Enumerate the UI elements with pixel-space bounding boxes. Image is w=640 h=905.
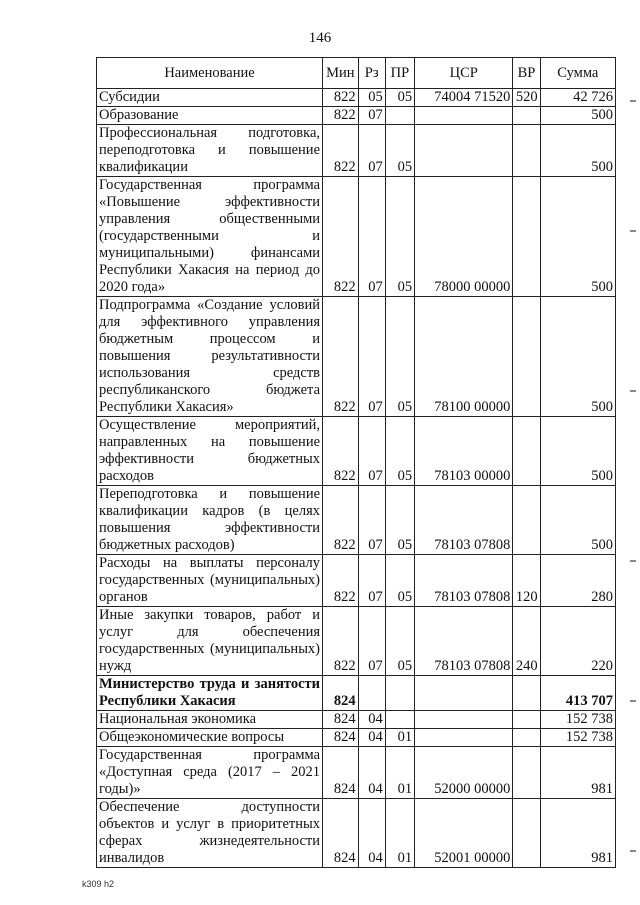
cell-vr — [513, 676, 540, 711]
cell-name: Государственная программа «Доступная среда (2017 – 2021 годы)» — [97, 747, 323, 799]
table-row — [97, 676, 616, 711]
table-row — [97, 177, 616, 297]
cell-rz: 07 — [358, 555, 385, 607]
cell-min: 822 — [323, 107, 359, 125]
cell-csr — [415, 125, 513, 177]
cell-sum: 500 — [540, 417, 615, 486]
cell-pr — [385, 711, 414, 729]
cell-vr — [513, 711, 540, 729]
cell-csr: 52001 00000 — [415, 799, 513, 868]
header-sum: Сумма — [540, 58, 615, 89]
table-row — [97, 729, 616, 747]
cell-sum: 981 — [540, 799, 615, 868]
table-row — [97, 607, 616, 676]
cell-pr: 05 — [385, 125, 414, 177]
table-row — [97, 747, 616, 799]
cell-csr: 78100 00000 — [415, 297, 513, 417]
cell-pr: 01 — [385, 799, 414, 868]
table-row — [97, 711, 616, 729]
cell-rz — [358, 676, 385, 711]
cell-vr — [513, 417, 540, 486]
cell-rz: 07 — [358, 107, 385, 125]
table-row — [97, 555, 616, 607]
cell-rz: 04 — [358, 799, 385, 868]
cell-vr — [513, 799, 540, 868]
cell-name: Осуществление мероприятий, направленных на повышение эффективности бюджетных расходов — [97, 417, 323, 486]
cell-min: 822 — [323, 417, 359, 486]
cell-min: 822 — [323, 607, 359, 676]
cell-rz: 07 — [358, 486, 385, 555]
cell-vr — [513, 486, 540, 555]
cell-rz: 07 — [358, 607, 385, 676]
cell-pr: 01 — [385, 747, 414, 799]
cell-csr: 52000 00000 — [415, 747, 513, 799]
cell-sum: 152 738 — [540, 729, 615, 747]
table-row — [97, 799, 616, 868]
page-number: 146 — [308, 30, 332, 46]
budget-table — [96, 57, 616, 868]
cell-rz: 04 — [358, 729, 385, 747]
cell-name: Общеэкономические вопросы — [97, 729, 323, 747]
cell-min: 822 — [323, 297, 359, 417]
cell-csr — [415, 676, 513, 711]
header-rz: Рз — [358, 58, 385, 89]
cell-name: Образование — [97, 107, 323, 125]
cell-csr: 78103 07808 — [415, 486, 513, 555]
cell-min: 824 — [323, 799, 359, 868]
cell-vr: 240 — [513, 607, 540, 676]
header-min: Мин — [323, 58, 359, 89]
table-header-row — [97, 58, 616, 89]
cell-vr — [513, 107, 540, 125]
header-pr: ПР — [385, 58, 414, 89]
scan-edge-marks — [630, 60, 638, 880]
cell-pr: 05 — [385, 555, 414, 607]
cell-sum: 500 — [540, 297, 615, 417]
cell-rz: 07 — [358, 177, 385, 297]
table-row — [97, 486, 616, 555]
cell-name: Субсидии — [97, 89, 323, 107]
table-body — [97, 89, 616, 868]
cell-sum: 152 738 — [540, 711, 615, 729]
cell-name: Расходы на выплаты персоналу государственных (муниципальных) органов — [97, 555, 323, 607]
cell-csr: 78103 00000 — [415, 417, 513, 486]
cell-csr — [415, 711, 513, 729]
cell-name: Подпрограмма «Создание условий для эффективного управления бюджетным процессом и повышения результативности использования средств республиканского бюджета Республики Хакасия» — [97, 297, 323, 417]
cell-csr — [415, 107, 513, 125]
cell-min: 822 — [323, 177, 359, 297]
cell-sum: 280 — [540, 555, 615, 607]
cell-sum: 500 — [540, 177, 615, 297]
cell-sum: 413 707 — [540, 676, 615, 711]
header-name: Наименование — [97, 58, 323, 89]
cell-csr: 74004 71520 — [415, 89, 513, 107]
cell-rz: 04 — [358, 747, 385, 799]
cell-csr — [415, 729, 513, 747]
cell-vr: 520 — [513, 89, 540, 107]
table-row — [97, 417, 616, 486]
cell-vr — [513, 177, 540, 297]
cell-vr — [513, 125, 540, 177]
cell-pr — [385, 676, 414, 711]
cell-sum: 42 726 — [540, 89, 615, 107]
table-row — [97, 125, 616, 177]
cell-pr: 01 — [385, 729, 414, 747]
cell-rz: 04 — [358, 711, 385, 729]
cell-sum: 500 — [540, 125, 615, 177]
cell-vr — [513, 729, 540, 747]
cell-min: 822 — [323, 555, 359, 607]
cell-min: 824 — [323, 711, 359, 729]
cell-vr — [513, 747, 540, 799]
cell-sum: 500 — [540, 486, 615, 555]
cell-pr: 05 — [385, 177, 414, 297]
cell-name: Иные закупки товаров, работ и услуг для обеспечения государственных (муниципальных) нужд — [97, 607, 323, 676]
cell-min: 822 — [323, 125, 359, 177]
cell-min: 824 — [323, 747, 359, 799]
cell-vr: 120 — [513, 555, 540, 607]
table-row — [97, 297, 616, 417]
cell-pr — [385, 107, 414, 125]
cell-pr: 05 — [385, 297, 414, 417]
cell-name: Обеспечение доступности объектов и услуг в приоритетных сферах жизнедеятельности инвалидов — [97, 799, 323, 868]
cell-pr: 05 — [385, 89, 414, 107]
cell-name: Министерство труда и занятости Республики Хакасия — [97, 676, 323, 711]
table-row — [97, 89, 616, 107]
cell-min: 822 — [323, 89, 359, 107]
cell-csr: 78000 00000 — [415, 177, 513, 297]
footer-stamp: k309 h2 — [82, 879, 115, 889]
cell-pr: 05 — [385, 607, 414, 676]
cell-pr: 05 — [385, 486, 414, 555]
cell-min: 822 — [323, 486, 359, 555]
cell-rz: 07 — [358, 297, 385, 417]
cell-min: 824 — [323, 676, 359, 711]
cell-rz: 07 — [358, 417, 385, 486]
cell-pr: 05 — [385, 417, 414, 486]
cell-sum: 220 — [540, 607, 615, 676]
cell-name: Профессиональная подготовка, переподготовка и повышение квалификации — [97, 125, 323, 177]
header-vr: ВР — [513, 58, 540, 89]
table-row — [97, 107, 616, 125]
cell-sum: 500 — [540, 107, 615, 125]
cell-rz: 05 — [358, 89, 385, 107]
cell-csr: 78103 07808 — [415, 555, 513, 607]
cell-min: 824 — [323, 729, 359, 747]
cell-sum: 981 — [540, 747, 615, 799]
cell-rz: 07 — [358, 125, 385, 177]
cell-name: Национальная экономика — [97, 711, 323, 729]
cell-csr: 78103 07808 — [415, 607, 513, 676]
cell-name: Государственная программа «Повышение эффективности управления общественными (государственными и муниципальными) финансами Республики Хакасия на период до 2020 года» — [97, 177, 323, 297]
cell-vr — [513, 297, 540, 417]
cell-name: Переподготовка и повышение квалификации кадров (в целях повышения эффективности бюджетных расходов) — [97, 486, 323, 555]
header-csr: ЦСР — [415, 58, 513, 89]
